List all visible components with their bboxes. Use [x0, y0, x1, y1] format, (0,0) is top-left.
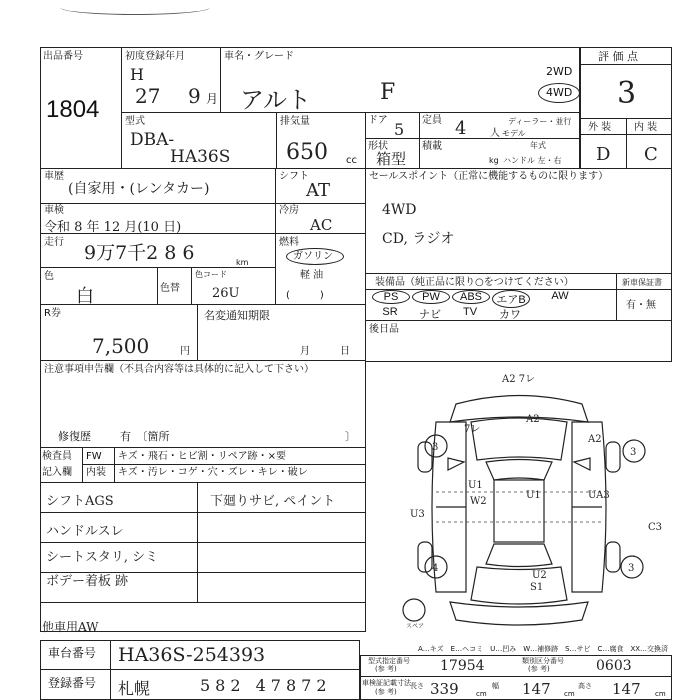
inspect-label: 検査員	[42, 451, 72, 462]
chassis-value: HA36S-254393	[118, 644, 266, 666]
comment-4: ボデー着板 跡	[46, 574, 129, 589]
height-label: 高さ	[578, 682, 592, 690]
comment-1: シフトAGS	[46, 494, 114, 509]
mark-s1: S1	[530, 582, 544, 593]
equipment-item-3: エアB	[492, 290, 530, 308]
handle-label: ハンドル 左・右	[503, 156, 562, 165]
selling-box	[365, 168, 672, 274]
type-no-value: 17954	[440, 658, 485, 674]
equipment-item2-1: ナビ	[419, 309, 441, 321]
capacity-unit: 人	[490, 128, 500, 139]
interior-value: C	[644, 144, 658, 165]
score-label: 評 価 点	[598, 50, 638, 63]
class-no-value: 0603	[596, 658, 632, 674]
notice-date: 月 日	[300, 346, 350, 357]
selling-line1: 4WD	[382, 202, 417, 218]
color-change-label: 色替	[160, 283, 180, 294]
diagram-legend: A…キズ E…ヘコミ U…凹み W…補修跡 S…サビ C…腐食 XX…交換済	[418, 645, 669, 653]
class-no-label: 類別区分番号	[522, 657, 564, 665]
inspector-row1: キズ・飛石・ヒビ割・リペア跡・×要	[118, 451, 286, 462]
reg-city: 札幌	[118, 679, 151, 698]
notes-label: 注意事項申告欄（不具合内容等は具体的に記入して下さい）	[44, 364, 314, 375]
ticket-value: 7,500	[92, 334, 150, 358]
repair-label: 修復歴	[58, 430, 91, 443]
comment-3: シートスタリ, シミ	[46, 550, 159, 565]
doors-value: 5	[394, 120, 405, 139]
height-value: 147	[612, 680, 641, 698]
inspector-row2: キズ・汚レ・コゲ・穴・ズレ・キレ・破レ	[118, 467, 308, 478]
mark-u1-center: U1	[526, 490, 541, 501]
comment-2: ハンドルスレ	[46, 524, 124, 539]
load-unit: kg	[489, 156, 499, 165]
color-code-label: 色コード	[195, 270, 227, 279]
cc-label: cc	[346, 155, 357, 166]
exterior-value: D	[596, 144, 611, 165]
lot-label: 出品番号	[43, 51, 83, 62]
model-label: 型式	[125, 116, 145, 127]
inspection-label: 車検	[44, 205, 64, 216]
first-reg-era: H	[130, 65, 144, 84]
type-no-sub: (参 考)	[375, 665, 397, 673]
model-year-label: モデル	[502, 129, 526, 138]
ac-value: AC	[310, 216, 333, 234]
ticket-label: R券	[44, 308, 61, 319]
class-no-sub: (参 考)	[528, 665, 550, 673]
mark-3-fr: 3	[630, 447, 637, 458]
first-reg-label: 初度登録年月	[125, 51, 185, 62]
equipment-item2-0: SR	[382, 306, 398, 318]
dealer-label: ディーラー・並行	[508, 117, 572, 126]
mark-7re-left: 7レ	[464, 424, 481, 435]
equipment-label: 装備品（純正品に限り○をつけてください）	[375, 277, 574, 288]
post-label: 後日品	[369, 324, 399, 335]
first-reg-year: 27	[135, 84, 161, 108]
interior-label: 内 装	[634, 122, 658, 133]
history-label: 車歴	[44, 171, 64, 182]
equipment-item2-3: カワ	[499, 309, 521, 321]
equipment-item-0: PS	[372, 290, 410, 304]
model-line1: DBA-	[130, 130, 175, 150]
fuel-gas: ガソリン	[293, 251, 333, 262]
displacement-value: 650	[286, 140, 328, 165]
fuel-label: 燃料	[279, 237, 299, 248]
shift-label: シフト	[279, 171, 309, 182]
repair-value: 有 〔箇所	[120, 430, 170, 443]
model-line2: HA36S	[170, 147, 231, 167]
width-label: 幅	[492, 682, 499, 690]
top-decoration	[60, 0, 210, 15]
first-reg-month-unit: 月	[206, 92, 219, 106]
mileage-unit: km	[236, 258, 249, 267]
mark-w2: W2	[470, 496, 487, 507]
width-cm: cm	[564, 690, 575, 698]
notice-label: 名変通知期限	[204, 309, 270, 322]
mileage-label: 走行	[44, 237, 64, 248]
ticket-unit: 円	[180, 346, 190, 357]
displacement-label: 排気量	[280, 116, 310, 127]
width-value: 147	[522, 680, 551, 698]
ac-label: 冷房	[279, 205, 299, 216]
reg-number: 582 47872	[200, 676, 332, 695]
grade: F	[380, 80, 396, 105]
reg-label: 登録番号	[48, 676, 97, 690]
reg-sub-label: 車検証記載寸法	[362, 679, 411, 687]
first-reg-month: 9	[188, 84, 201, 108]
equipment-item2-2: TV	[462, 306, 478, 318]
interior-row-label: 内装	[86, 467, 106, 478]
score-value: 3	[617, 76, 637, 111]
color-code-value: 26U	[212, 286, 240, 301]
capacity-value: 4	[455, 118, 467, 139]
warranty-label: 新車保証書	[622, 278, 662, 287]
equipment-item-4: AW	[551, 290, 569, 302]
equipment-item-2: ABS	[452, 290, 490, 304]
shape-label: 形状	[368, 141, 388, 152]
repair-end: 〕	[345, 430, 356, 443]
mark-a2-top: A2	[526, 414, 540, 425]
length-cm: cm	[476, 690, 487, 698]
mark-u2: U2	[532, 570, 547, 581]
mark-3-fl: 3	[432, 442, 439, 453]
shift-value: AT	[306, 180, 331, 201]
shape-value: 箱型	[376, 150, 407, 168]
selling-label: セールスポイント（正常に機能するものに限ります）	[369, 171, 609, 182]
doors-label: ドア	[368, 115, 388, 126]
type-no-label: 型式指定番号	[368, 657, 410, 665]
fuel-diesel: 軽 油	[300, 270, 324, 281]
car-name-label: 車名・グレード	[224, 51, 294, 62]
length-label: 長さ	[410, 682, 424, 690]
mark-4-rl: 4	[432, 563, 439, 574]
comment-right: 下廻りサビ, ペイント	[210, 494, 336, 509]
fuel-other: ( )	[286, 290, 324, 301]
mark-u3: U3	[410, 509, 425, 520]
car-name: アルト	[240, 86, 312, 114]
reg-sub-sub: (参 考)	[375, 688, 397, 696]
capacity-label: 定員	[422, 115, 442, 126]
mileage-value: 9万7千2 8 6	[84, 242, 195, 264]
load-label: 積載	[422, 141, 442, 152]
equipment-item-1: PW	[412, 290, 450, 304]
color-label: 色	[44, 271, 54, 282]
mark-a2-right: A2	[588, 434, 602, 445]
comment-bottom: 他車用AW	[42, 620, 99, 634]
history-value: (自家用・(レンタカー)	[68, 181, 210, 197]
spare-label: スペア	[406, 623, 425, 630]
height-cm: cm	[655, 690, 666, 698]
exterior-label: 外 装	[588, 122, 612, 133]
entry-label: 記入欄	[42, 467, 72, 478]
car-diagram	[366, 362, 672, 642]
mark-u1-left: U1	[468, 480, 483, 491]
length-value: 339	[430, 680, 459, 698]
year-label: 年式	[530, 141, 546, 150]
chassis-label: 車台番号	[48, 646, 97, 660]
fourwd-label: 4WD	[546, 86, 573, 99]
fw-label: FW	[86, 451, 102, 462]
selling-line2: CD, ラジオ	[382, 231, 455, 247]
post-box	[365, 320, 672, 362]
warranty-value: 有・無	[626, 300, 656, 311]
mark-3-rr: 3	[628, 563, 635, 574]
mark-a2-7re: A2 7レ	[502, 374, 536, 385]
color-value: 白	[76, 286, 94, 307]
inspection-value: 令和 8 年 12 月(10 日)	[44, 220, 182, 235]
twowd-label: 2WD	[546, 65, 573, 78]
lot-number: 1804	[46, 96, 100, 123]
mark-ua3: UA3	[588, 490, 610, 501]
mark-c3: C3	[648, 522, 663, 533]
